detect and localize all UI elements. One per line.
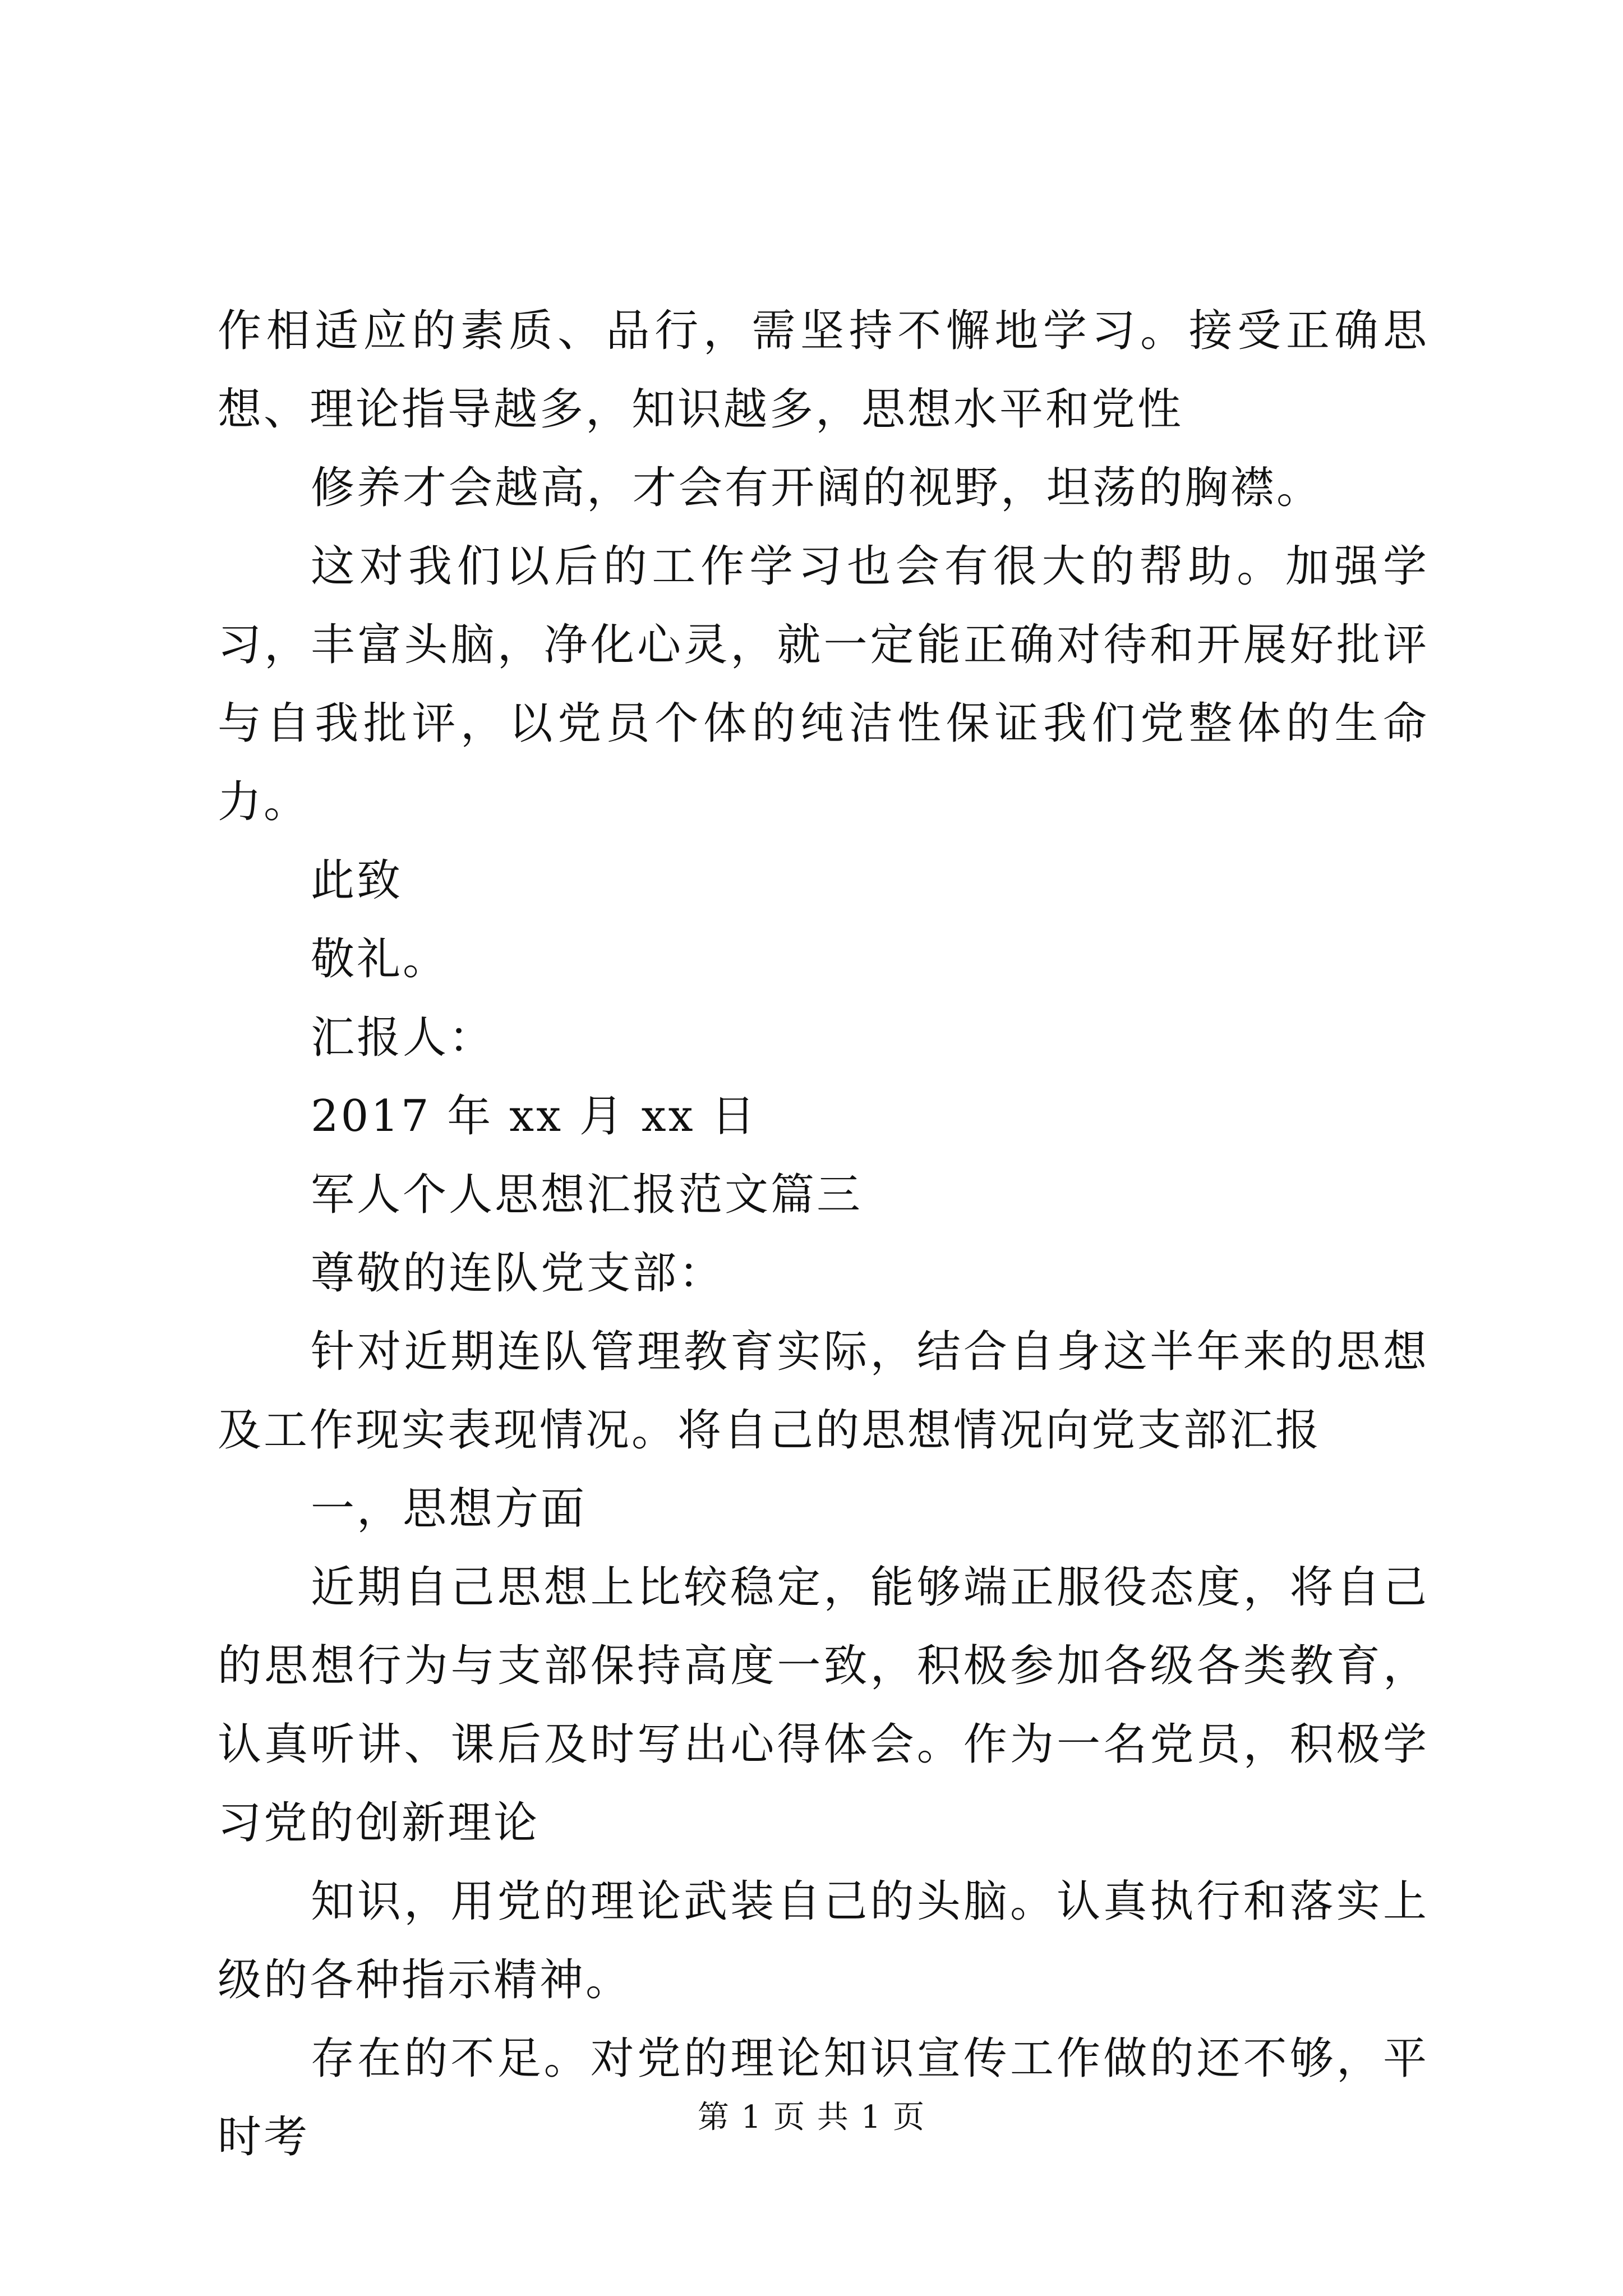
paragraph: 作相适应的素质、品行，需坚持不懈地学习。接受正确思想、理论指导越多，知识越多，思想水平和党性 (218, 306, 1429, 435)
document-body (218, 292, 1429, 2177)
salutation-line: 敬礼。 (311, 934, 449, 984)
closing-line: 此致 (311, 855, 403, 906)
paragraph: 这对我们以后的工作学习也会有很大的帮助。加强学习，丰富头脑，净化心灵，就一定能正确对待和开展好批评与自我批评，以党员个体的纯洁性保证我们党整体的生命力。 (218, 541, 1429, 827)
paragraph: 修养才会越高，才会有开阔的视野，坦荡的胸襟。 (311, 463, 1323, 513)
paragraph: 针对近期连队管理教育实际，结合自身这半年来的思想及工作现实表现情况。将自己的思想情况向党支部汇报 (218, 1327, 1429, 1456)
page-footer: 第 1 页 共 1 页 (697, 2099, 926, 2136)
recipient-line: 尊敬的连队党支部： (311, 1248, 725, 1299)
reporter-line: 汇报人： (311, 1013, 495, 1063)
paragraph: 近期自己思想上比较稳定，能够端正服役态度，将自己的思想行为与支部保持高度一致，积极参加各级各类教育，认真听讲、课后及时写出心得体会。作为一名党员，积极学习党的创新理论 (218, 1562, 1429, 1848)
section-title: 军人个人思想汇报范文篇三 (311, 1170, 863, 1220)
paragraph: 知识，用党的理论武装自己的头脑。认真执行和落实上级的各种指示精神。 (218, 1876, 1429, 2005)
date-line: 2017 年 xx 月 xx 日 (311, 1091, 758, 1142)
paragraph: 存在的不足。对党的理论知识宣传工作做的还不够，平时考 (218, 2033, 1429, 2162)
subheading: 一，思想方面 (311, 1484, 587, 1534)
